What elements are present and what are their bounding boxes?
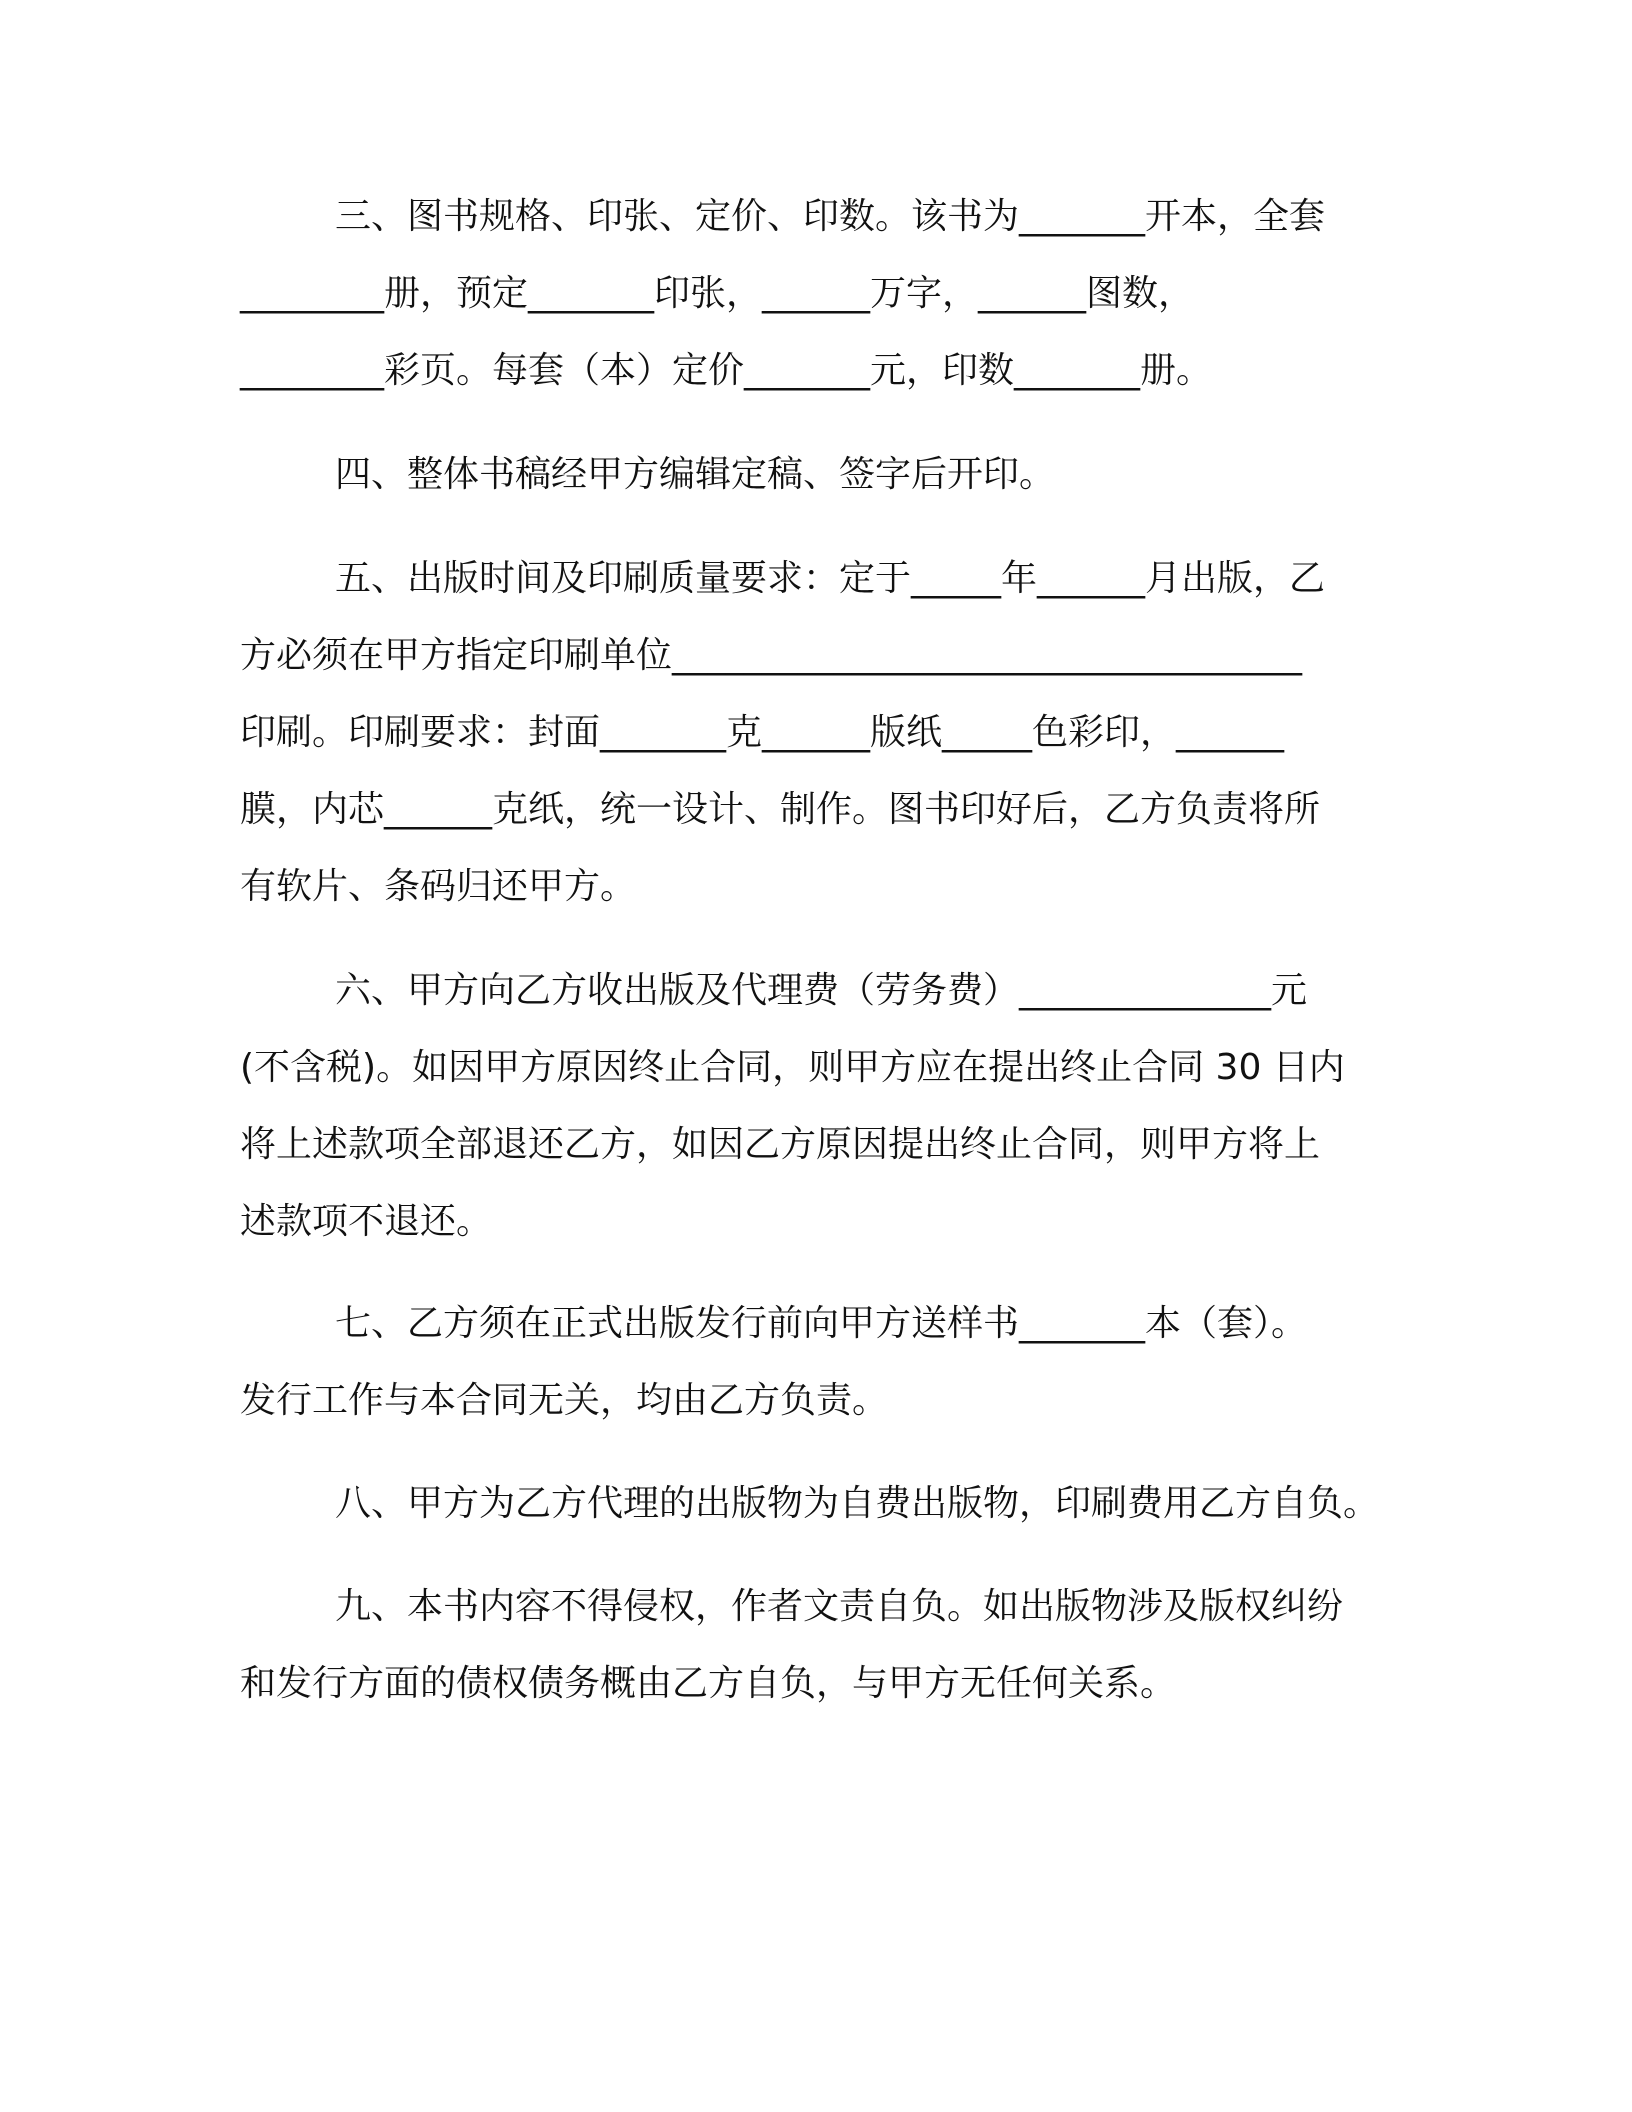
- clause-4: [240, 436, 1400, 513]
- clause-7: [240, 1285, 1400, 1439]
- clause-5: [240, 540, 1400, 925]
- clause-9-line-2: 和发行方面的债权债务概由乙方自负，与甲方无任何关系。: [240, 1663, 1177, 1704]
- clause-5-line-4: 膜，内芯______克纸，统一设计、制作。图书印好后，乙方负责将所: [240, 789, 1321, 830]
- clause-5-line-5: 有软片、条码归还甲方。: [240, 866, 637, 907]
- clause-4-line-1: 四、整体书稿经甲方编辑定稿、签字后开印。: [335, 454, 1056, 495]
- clause-9-line-1: 九、本书内容不得侵权，作者文责自负。如出版物涉及版权纠纷: [335, 1586, 1344, 1627]
- clause-6: [240, 952, 1400, 1260]
- clause-6-line-2: (不含税)。如因甲方原因终止合同，则甲方应在提出终止合同 30 日内: [240, 1047, 1345, 1088]
- clause-9: [240, 1568, 1400, 1722]
- clause-3-line-2: ________册，预定_______印张，______万字，______图数，: [240, 273, 1195, 314]
- clause-3-line-1: 三、图书规格、印张、定价、印数。该书为_______开本，全套: [335, 196, 1326, 237]
- clause-6-line-1: 六、甲方向乙方收出版及代理费（劳务费）______________元: [335, 970, 1308, 1011]
- clause-3: [240, 178, 1400, 409]
- clause-8-line-1: 八、甲方为乙方代理的出版物为自费出版物，印刷费用乙方自负。: [335, 1483, 1380, 1524]
- clause-8: [240, 1465, 1400, 1542]
- clause-7-line-2: 发行工作与本合同无关，均由乙方负责。: [240, 1380, 889, 1421]
- clause-3-line-3: ________彩页。每套（本）定价_______元，印数_______册。: [240, 350, 1213, 391]
- clause-5-line-2: 方必须在甲方指定印刷单位___________________________________: [240, 635, 1303, 676]
- clause-6-line-3: 将上述款项全部退还乙方，如因乙方原因提出终止合同，则甲方将上: [240, 1124, 1321, 1165]
- clause-6-line-4: 述款项不退还。: [240, 1201, 493, 1242]
- clause-5-line-1: 五、出版时间及印刷质量要求：定于_____年______月出版，乙: [335, 558, 1326, 599]
- clause-5-line-3: 印刷。印刷要求：封面_______克______版纸_____色彩印，______: [240, 712, 1285, 753]
- clause-7-line-1: 七、乙方须在正式出版发行前向甲方送样书_______本（套）。: [335, 1303, 1308, 1344]
